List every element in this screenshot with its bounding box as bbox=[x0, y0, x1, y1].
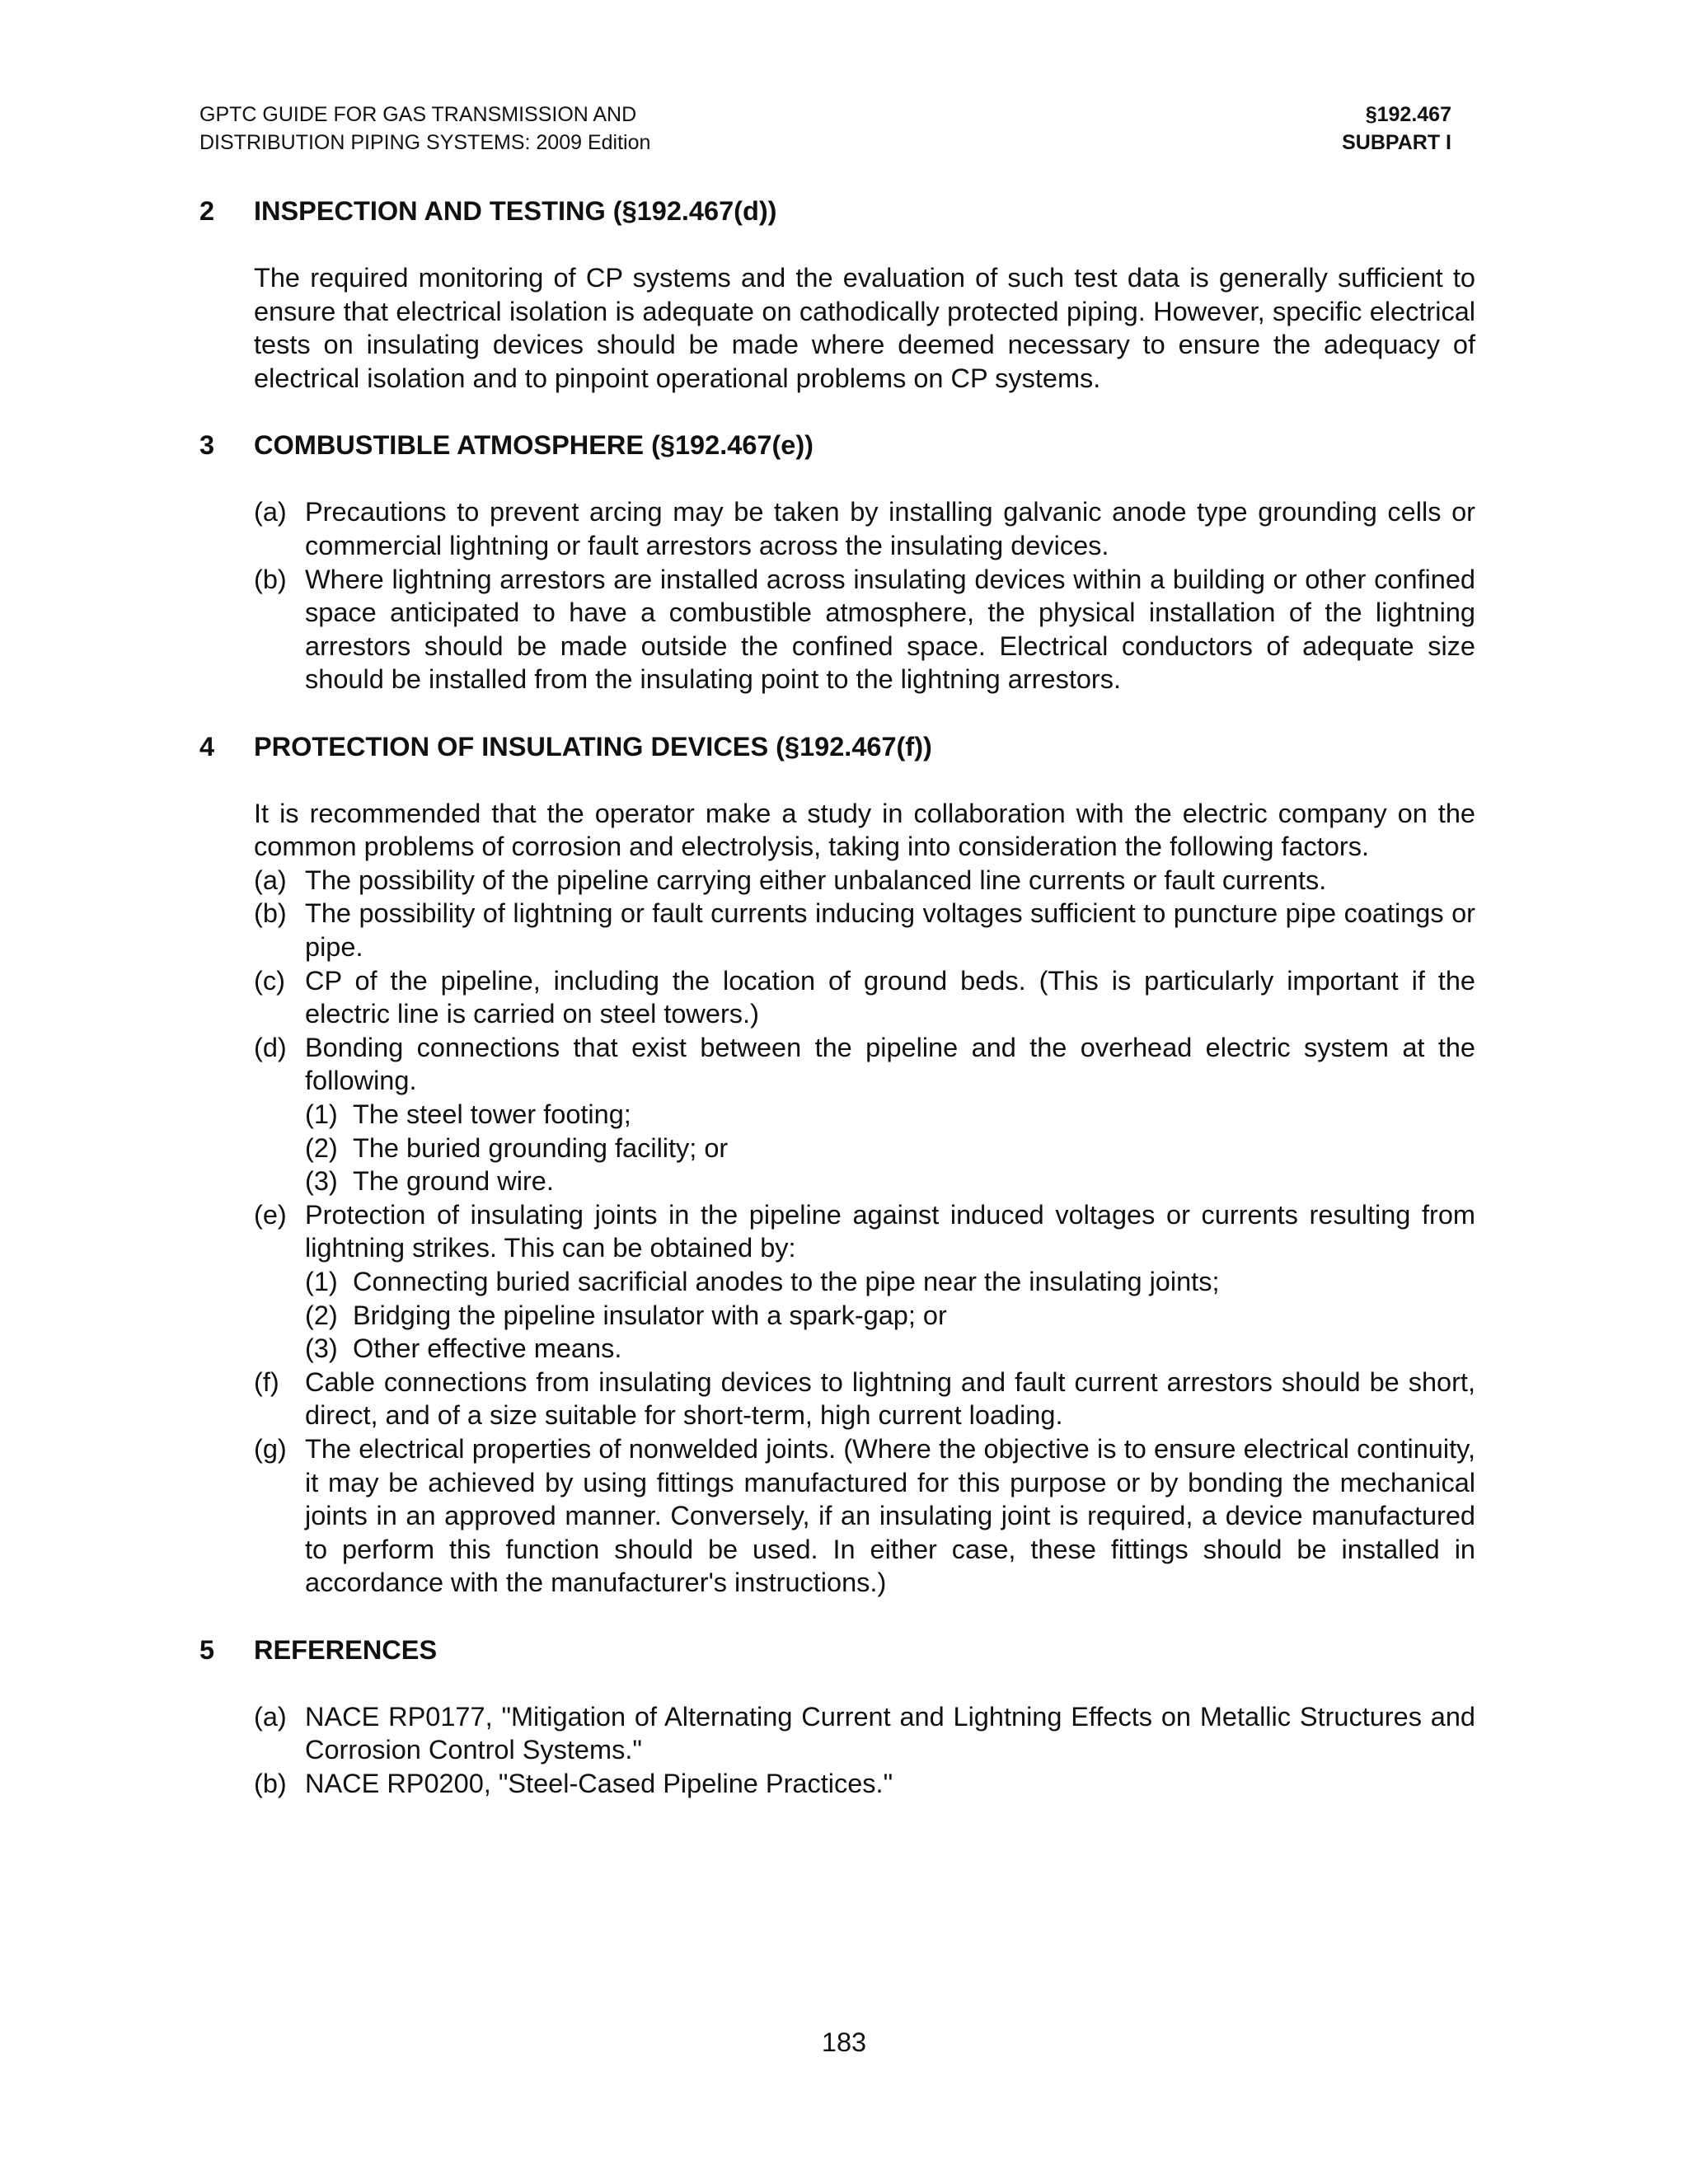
sub-list-item bbox=[254, 1332, 1475, 1366]
list-item-label: (b) bbox=[254, 1768, 287, 1798]
list-item-text: The electrical properties of nonwelded joints. (Where the objective is to ensure electrical continuity, it may be achieved by using fittings manufactured for this purpose or by bonding the mechanical joints in an approved manner. Conversely, if an insulating joint is required, a device manufactured to perform this function should be used. In either case, these fittings should be installed in accordance with the manufacturer's instructions.) bbox=[305, 1433, 1475, 1598]
list-item-text: Precautions to prevent arcing may be taken by installing galvanic anode type grounding cells or commercial lightning or fault arrestors across the insulating devices. bbox=[305, 497, 1475, 560]
list-item bbox=[254, 864, 1475, 898]
list-item-label: (g) bbox=[254, 1433, 287, 1464]
section-number: 2 bbox=[199, 196, 215, 226]
header-title-line-1: GPTC GUIDE FOR GAS TRANSMISSION AND bbox=[199, 103, 637, 126]
sub-list-item-label: (3) bbox=[305, 1166, 338, 1197]
sub-list-item bbox=[254, 1132, 1475, 1165]
header-title-line-2: DISTRIBUTION PIPING SYSTEMS: 2009 Edition bbox=[199, 131, 651, 154]
list-item-text: The possibility of lightning or fault currents inducing voltages sufficient to puncture pipe coatings or pipe. bbox=[305, 898, 1475, 963]
section-number: 4 bbox=[199, 731, 215, 762]
section-5-heading bbox=[199, 1633, 1475, 1667]
document-body bbox=[199, 194, 1475, 1801]
sub-list-item-text: The ground wire. bbox=[353, 1166, 554, 1197]
list-item-label: (a) bbox=[254, 1701, 287, 1732]
list-item-label: (b) bbox=[254, 898, 287, 929]
sub-list-item-text: Connecting buried sacrificial anodes to the pipe near the insulating joints; bbox=[353, 1267, 1220, 1296]
list-item bbox=[254, 897, 1475, 963]
sub-list-item-text: The steel tower footing; bbox=[353, 1099, 631, 1130]
running-header-left bbox=[199, 101, 650, 157]
running-header-right bbox=[1342, 101, 1451, 157]
sub-list-item-label: (3) bbox=[305, 1333, 338, 1364]
list-item-text: The possibility of the pipeline carrying either unbalanced line currents or fault currents. bbox=[305, 865, 1327, 895]
list-item-label: (c) bbox=[254, 965, 285, 996]
section-4-heading bbox=[199, 730, 1475, 764]
list-item bbox=[254, 495, 1475, 562]
list-item bbox=[254, 964, 1475, 1031]
sub-list-item bbox=[254, 1098, 1475, 1132]
sub-list-item-label: (2) bbox=[305, 1300, 338, 1330]
reference-item bbox=[254, 1767, 1475, 1801]
sub-list-item-text: Bridging the pipeline insulator with a spark-gap; or bbox=[353, 1300, 947, 1330]
list-item-label: (e) bbox=[254, 1199, 287, 1230]
section-title: INSPECTION AND TESTING (§192.467(d)) bbox=[254, 196, 777, 226]
sub-list-item-text: Other effective means. bbox=[353, 1333, 622, 1364]
reference-text: NACE RP0200, "Steel-Cased Pipeline Practices." bbox=[305, 1768, 893, 1798]
sub-list-item-label: (1) bbox=[305, 1267, 338, 1296]
header-section-ref: §192.467 bbox=[1365, 103, 1451, 126]
reference-item bbox=[254, 1700, 1475, 1767]
section-number: 3 bbox=[199, 430, 215, 461]
list-item-text: CP of the pipeline, including the location of ground beds. (This is particularly important if the electric line is carried on steel towers.) bbox=[305, 965, 1475, 1029]
list-item-text: Where lightning arrestors are installed across insulating devices within a building or other confined space anticipated to have a combustible atmosphere, the physical installation of the lightning arrestors should be made outside the confined space. Electrical conductors of adequate size should be installed from the insulating point to the lightning arrestors. bbox=[305, 564, 1475, 695]
list-item-text: Bonding connections that exist between the pipeline and the overhead electric system at the following. bbox=[305, 1032, 1475, 1096]
section-number: 5 bbox=[199, 1634, 215, 1665]
page-number: 183 bbox=[821, 2027, 867, 2057]
section-2-heading bbox=[199, 194, 1475, 228]
sub-list-item bbox=[254, 1165, 1475, 1198]
section-2-paragraph: The required monitoring of CP systems and the evaluation of such test data is generally sufficient to ensure that electrical isolation is adequate on cathodically protected piping. However, specific electrical tests on insulating devices should be made where deemed necessary to ensure the adequacy of electrical isolation and to pinpoint operational problems on CP systems. bbox=[254, 263, 1475, 393]
list-item bbox=[254, 1198, 1475, 1265]
section-title: COMBUSTIBLE ATMOSPHERE (§192.467(e)) bbox=[254, 430, 814, 461]
list-item-label: (f) bbox=[254, 1366, 279, 1397]
sub-list-item-label: (2) bbox=[305, 1132, 338, 1163]
list-item bbox=[254, 1432, 1475, 1600]
section-3-heading bbox=[199, 429, 1475, 462]
list-item bbox=[254, 1366, 1475, 1432]
sub-list-item bbox=[254, 1299, 1475, 1333]
list-item-label: (a) bbox=[254, 865, 287, 895]
reference-text: NACE RP0177, "Mitigation of Alternating Current and Lightning Effects on Metallic Structures and Corrosion Control Systems." bbox=[305, 1701, 1475, 1765]
list-item-label: (d) bbox=[254, 1032, 287, 1062]
header-subpart: SUBPART I bbox=[1342, 131, 1451, 154]
section-title: PROTECTION OF INSULATING DEVICES (§192.467(f)) bbox=[254, 731, 932, 762]
section-4-intro: It is recommended that the operator make a study in collaboration with the electric company on the common problems of corrosion and electrolysis, taking into consideration the following factors. bbox=[254, 798, 1475, 862]
sub-list-item-label: (1) bbox=[305, 1099, 338, 1130]
list-item bbox=[254, 1031, 1475, 1098]
sub-list-item bbox=[254, 1265, 1475, 1299]
list-item-label: (b) bbox=[254, 564, 287, 594]
section-title: REFERENCES bbox=[254, 1634, 438, 1665]
list-item-text: Protection of insulating joints in the pipeline against induced voltages or currents resulting from lightning strikes. This can be obtained by: bbox=[305, 1199, 1475, 1263]
list-item bbox=[254, 563, 1475, 696]
list-item-text: Cable connections from insulating devices to lightning and fault current arrestors should be short, direct, and of a size suitable for short-term, high current loading. bbox=[305, 1366, 1475, 1431]
sub-list-item-text: The buried grounding facility; or bbox=[353, 1132, 729, 1163]
list-item-label: (a) bbox=[254, 497, 287, 527]
